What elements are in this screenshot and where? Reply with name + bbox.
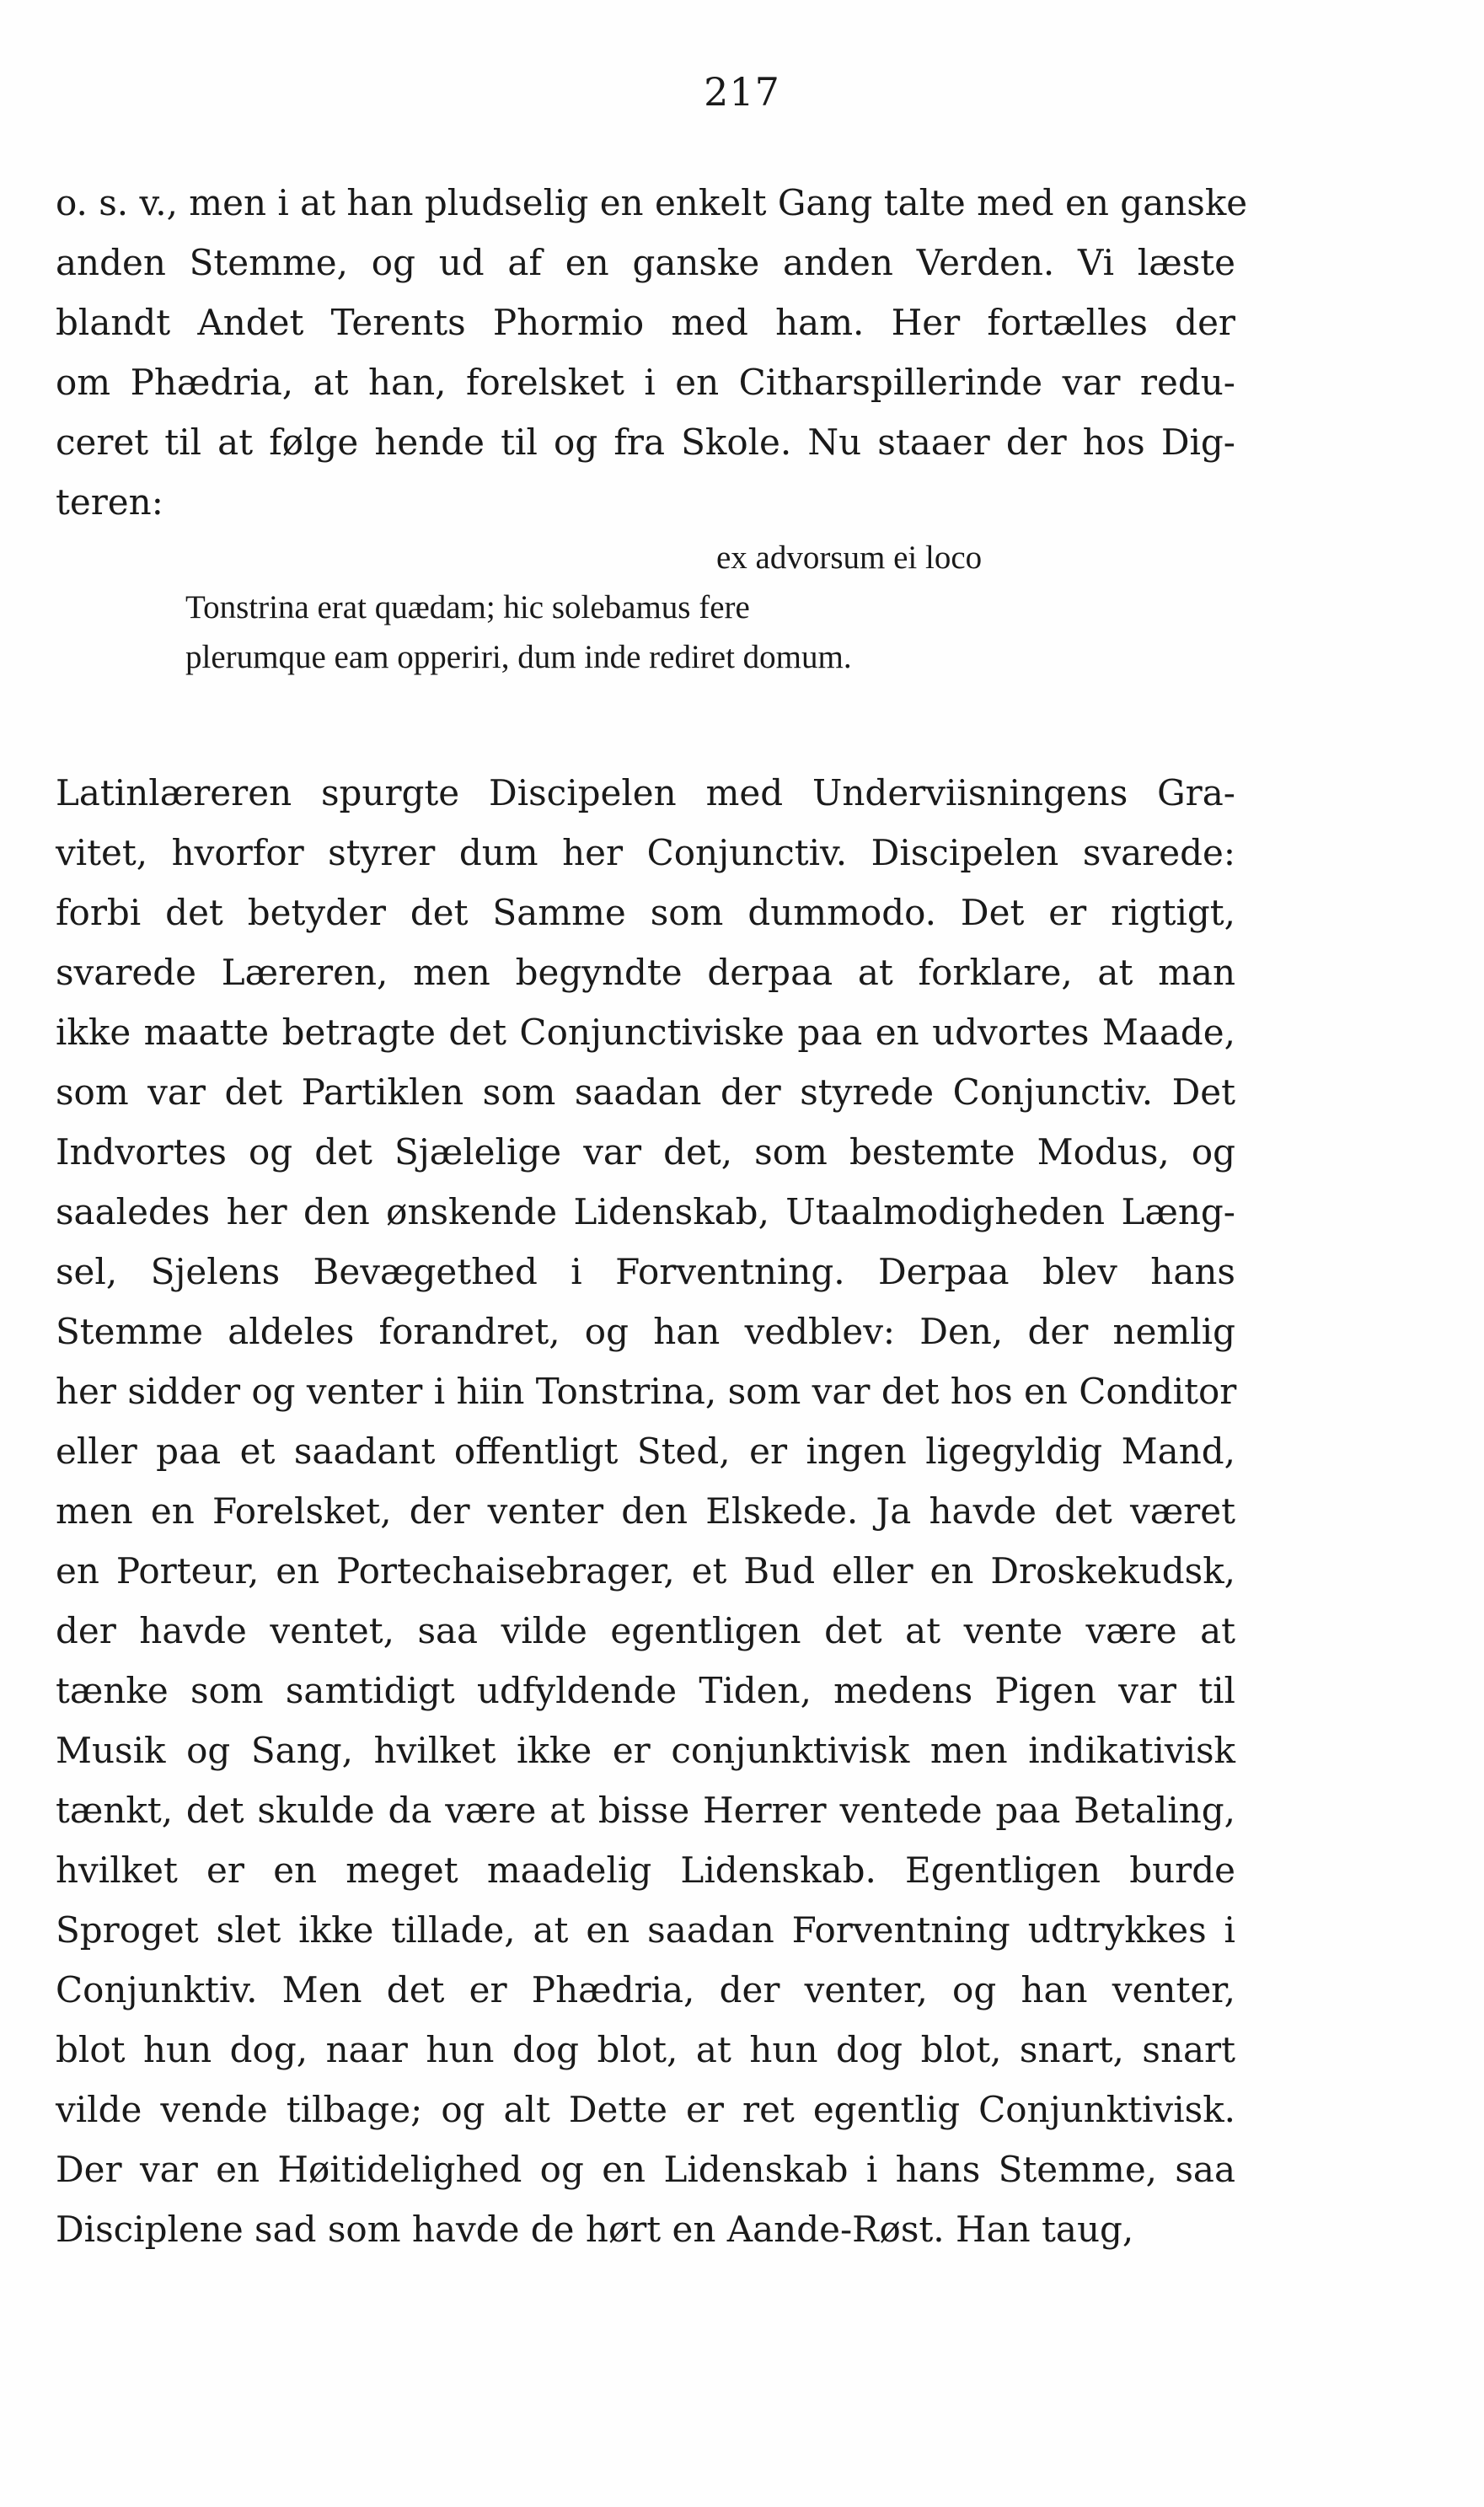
text-line: som var det Partiklen som saadan der styrede Conjunctiv. Det bbox=[56, 1071, 1235, 1113]
quote-line: Tonstrina erat quædam; hic solebamus fere bbox=[185, 589, 750, 625]
page-number: 217 bbox=[704, 69, 780, 115]
text-line: Indvortes og det Sjælelige var det, som bestemte Modus, og bbox=[56, 1131, 1235, 1173]
text-line: Sproget slet ikke tillade, at en saadan Forventning udtrykkes i bbox=[56, 1909, 1235, 1951]
text-line: tænkt, det skulde da være at bisse Herrer ventede paa Betaling, bbox=[56, 1790, 1235, 1831]
text-line: Musik og Sang, hvilket ikke er conjunktivisk men indikativisk bbox=[56, 1730, 1235, 1771]
text-line: ikke maatte betragte det Conjunctiviske paa en udvortes Maade, bbox=[56, 1012, 1235, 1053]
text-line: teren: bbox=[56, 481, 163, 523]
text-line: om Phædria, at han, forelsket i en Citharspillerinde var redu- bbox=[56, 362, 1235, 403]
text-line: tænke som samtidigt udfyldende Tiden, medens Pigen var til bbox=[56, 1670, 1235, 1711]
paragraph-1 bbox=[56, 173, 1248, 532]
text-line: saaledes her den ønskende Lidenskab, Utaalmodigheden Læng- bbox=[56, 1191, 1235, 1232]
text-line: svarede Læreren, men begyndte derpaa at forklare, at man bbox=[56, 952, 1235, 993]
paragraph-2 bbox=[56, 763, 1235, 2259]
text-line: anden Stemme, og ud af en ganske anden Verden. Vi læste bbox=[56, 242, 1235, 283]
text-line: Stemme aldeles forandret, og han vedblev: Den, der nemlig bbox=[56, 1311, 1235, 1352]
quote-line: plerumque eam opperiri, dum inde rediret domum. bbox=[185, 639, 852, 675]
text-line: Der var en Høitidelighed og en Lidenskab i hans Stemme, saa bbox=[56, 2149, 1235, 2190]
text-line: blot hun dog, naar hun dog blot, at hun dog blot, snart, snart bbox=[56, 2029, 1235, 2070]
text-line: forbi det betyder det Samme som dummodo. Det er rigtigt, bbox=[56, 892, 1235, 933]
text-line: hvilket er en meget maadelig Lidenskab. Egentligen burde bbox=[56, 1849, 1235, 1891]
text-line: her sidder og venter i hiin Tonstrina, som var det hos en Conditor bbox=[56, 1371, 1237, 1412]
text-line: men en Forelsket, der venter den Elskede. Ja havde det været bbox=[56, 1490, 1235, 1532]
text-line: eller paa et saadant offentligt Sted, er ingen ligegyldig Mand, bbox=[56, 1431, 1235, 1472]
text-line: der havde ventet, saa vilde egentligen det at vente være at bbox=[56, 1610, 1235, 1651]
text-line: ceret til at følge hende til og fra Skole. Nu staaer der hos Dig- bbox=[56, 421, 1235, 463]
text-line: Latinlæreren spurgte Discipelen med Underviisningens Gra- bbox=[56, 772, 1235, 813]
latin-quotation bbox=[185, 533, 1160, 682]
text-line: sel, Sjelens Bevægethed i Forventning. Derpaa blev hans bbox=[56, 1251, 1235, 1292]
text-line: en Porteur, en Portechaisebrager, et Bud eller en Droskekudsk, bbox=[56, 1550, 1235, 1592]
quote-line: ex advorsum ei loco bbox=[716, 540, 983, 576]
text-line: Disciplene sad som havde de hørt en Aande-Røst. Han taug, bbox=[56, 2209, 1134, 2250]
text-line: blandt Andet Terents Phormio med ham. Her fortælles der bbox=[56, 302, 1235, 343]
text-line: vilde vende tilbage; og alt Dette er ret egentlig Conjunktivisk. bbox=[56, 2089, 1235, 2130]
text-line: vitet, hvorfor styrer dum her Conjunctiv. Discipelen svarede: bbox=[56, 832, 1235, 873]
text-line: o. s. v., men i at han pludselig en enkelt Gang talte med en ganske bbox=[56, 182, 1248, 223]
text-line: Conjunktiv. Men det er Phædria, der venter, og han venter, bbox=[56, 1969, 1235, 2010]
